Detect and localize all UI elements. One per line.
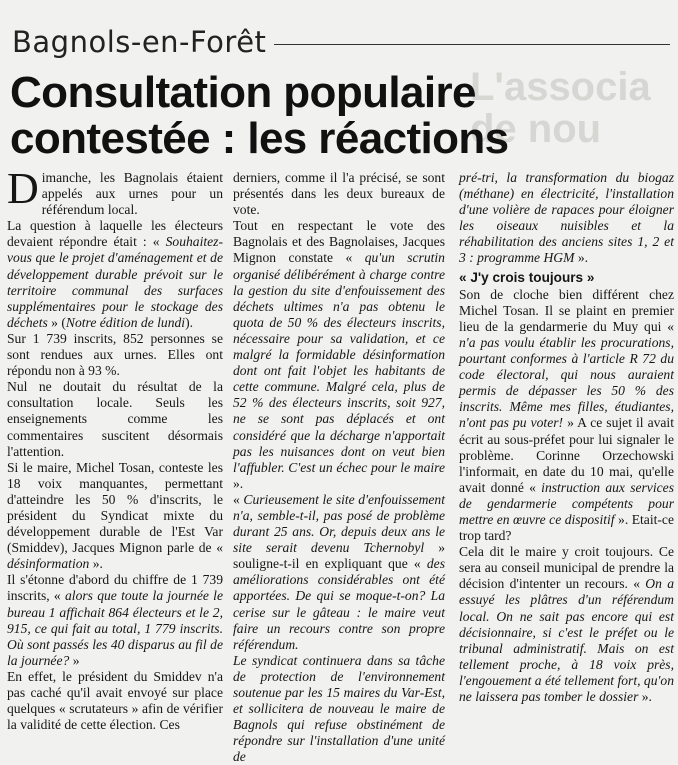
article-headline: Consultation populaire contestée : les réactions: [10, 68, 509, 163]
background-show-through-text: L'associa de nou: [470, 65, 651, 151]
article-column-3: [459, 170, 674, 704]
article-column-2: [233, 170, 445, 765]
body-text: » A ce sujet il avait écrit au sous-préfet pour lui signaler le problème. Corinne Orzechowski l'informait, en date du 10 mai, qu'elle avait donné «: [459, 415, 674, 495]
quote-text: qu'un scrutin organisé délibérément à charge contre la gestion du site d'enfouissement des déchets ultimes n'a pas obtenu le quota de 50 % des électeurs inscrits, nécessaire pour sa validation, et ce malgré la formidable désinformation dont ont fait l'objet les habitants de cette commune. Malgré cela, plus de 52 % des électeurs inscrits, soit 927, ne se sont pas déplacés et ont considéré que la décharge n'apportait pas les nuisances dont on veut bien l'affubler. C'est un échec pour le maire: [233, 250, 445, 475]
paragraph: [233, 492, 445, 653]
quote-text: n'a pas voulu établir les procurations, pourtant conformes à l'article R 72 du code électoral, qui nous auraient permis de dépasser les 50 % des inscrits. Même mes filles, étudiantes, n'ont pas pu voter!: [459, 334, 674, 431]
paragraph: [7, 164, 223, 218]
body-text: ». Etait-ce trop tard?: [459, 511, 674, 544]
body-text: ).: [185, 314, 194, 330]
body-text: Nul ne doutait du résultat de la consultation locale. Seuls les enseignements comme les commentaires suscitent désormais l'attention.: [7, 379, 223, 459]
body-text: Son de cloche bien différent chez Michel Tosan. Il se plaint en premier lieu de la gendarmerie du Muy qui «: [459, 286, 674, 334]
section-kicker: [12, 22, 670, 62]
drop-cap: D: [7, 164, 39, 213]
body-text: Tout en respectant le vote des Bagnolais et des Bagnolaises, Jacques Mignon constate «: [233, 218, 445, 266]
body-text: » (: [47, 314, 66, 330]
paragraph: [7, 331, 223, 379]
body-text: «: [233, 491, 244, 507]
paragraph: [7, 572, 223, 669]
article-column-1: [7, 164, 223, 733]
paragraph: [459, 170, 674, 267]
body-text: Si le maire, Michel Tosan, conteste les 18 voix manquantes, permettant d'atteindre les 50 % d'inscrits, le président du Syndicat mixte du développement durable de l'Est Var (Smiddev), Jacques Mignon parle de «: [7, 459, 223, 556]
quote-text: instruction aux services de gendarmerie compétents pour mettre en œuvre ce dispositif: [459, 479, 674, 527]
body-text: » souligne-t-il en expliquant que «: [233, 540, 445, 572]
body-text: ».: [574, 250, 589, 266]
body-text: ».: [233, 475, 244, 491]
quote-text: Le syndicat continuera dans sa tâche de protection de l'environnement soutenue par les 15 maires du Var-Est, et sollicitera de nouveau le maire de Bagnols qui refuse obstinément de répondre sur l'installation d'une unité de: [233, 652, 445, 765]
paragraph: [7, 218, 223, 331]
body-text: ».: [89, 556, 103, 572]
quote-text: On a essuyé les plâtres d'un référendum local. On ne sait pas encore qui est décisionnaire, si c'est le préfet ou le tribunal administratif. Mais on est tellement proche, à 18 voix près, l'engouement a été tellement fort, qu'on ne laissera pas tomber le dossier: [459, 576, 674, 704]
body-text: En effet, le président du Smiddev n'a pas caché qu'il avait envoyé sur place quelques « scrutateurs » afin de vérifier la validité de cette élection. Ces: [7, 668, 223, 733]
paragraph: [459, 544, 674, 705]
paragraph: [7, 460, 223, 573]
quote-text: Curieusement le site d'enfouissement n'a, semble-t-il, pas posé de problème durant 25 ans. Or, depuis deux ans le site serait devenu Tchernobyl: [233, 491, 445, 556]
paragraph: [233, 218, 445, 492]
quote-text: Souhaitez-vous que le projet d'aménagement et de développement durable prévoit sur le territoire communal des surfaces supplémentaires pour le stockage des déchets: [7, 234, 223, 330]
body-text: Sur 1 739 inscrits, 852 personnes se sont rendues aux urnes. Elles ont répondu non à 93 %.: [7, 330, 223, 379]
body-text: derniers, comme il l'a précisé, se sont présentés dans les deux bureaux de vote.: [233, 170, 445, 218]
paragraph: [7, 669, 223, 733]
quote-text: pré-tri, la transformation du biogaz (méthane) en électricité, l'installation d'une volière de rapaces pour éloigner les oiseaux nuisibles et la réhabilitation des anciens sites 1, 2 et 3 : programme HGM: [459, 170, 674, 266]
quote-text: des améliorations considérables ont été apportées. De qui se moque-t-on? La cerise sur le gâteau : le maire veut faire un recours contre son propre référendum.: [233, 556, 445, 652]
quote-text: désinformation: [7, 556, 90, 572]
subheading: « J'y crois toujours »: [459, 269, 595, 285]
body-text: imanche, les Bagnolais étaient appelés aux urnes pour un référendum local.: [41, 170, 223, 218]
paragraph: [459, 287, 674, 545]
quote-text: alors que toute la journée le bureau 1 affichait 864 électeurs et le 2, 915, ce qui fait au total, 1 779 inscrits. Où sont passés les 40 disparus au fil de la journée?: [7, 588, 223, 668]
paragraph: [233, 170, 445, 218]
kicker-rule: [274, 44, 670, 45]
body-text: ».: [638, 689, 652, 704]
body-text: Il s'étonne d'abord du chiffre de 1 739 inscrits, «: [7, 572, 223, 604]
body-text: Cela dit le maire y croit toujours. Ce sera au conseil municipal de prendre la décision d'intenter un recours. «: [459, 544, 674, 592]
quote-text: Notre édition de lundi: [65, 314, 186, 330]
body-text: La question à laquelle les électeurs devaient répondre était : «: [7, 218, 223, 250]
kicker-town: Bagnols-en-Forêt: [12, 25, 267, 59]
paragraph: [7, 379, 223, 459]
body-text: »: [69, 652, 80, 668]
paragraph: [233, 653, 445, 765]
